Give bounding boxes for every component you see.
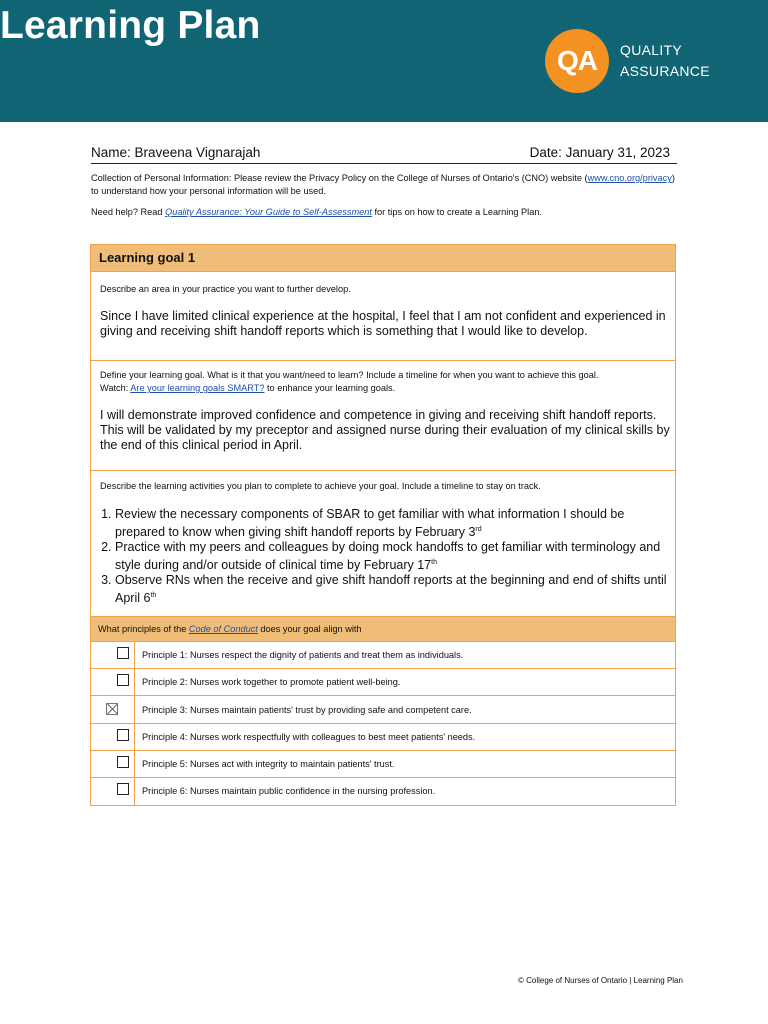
- activity-text: Observe RNs when the receive and give shift handoff reports at the beginning and end of shifts until April 6: [115, 573, 667, 606]
- help-text-after: for tips on how to create a Learning Plan.: [371, 207, 542, 217]
- qa-logo-line2: ASSURANCE: [620, 63, 710, 79]
- activity-item: [115, 573, 672, 606]
- principle-5-label: Principle 5: Nurses act with integrity to maintain patients' trust.: [142, 759, 395, 769]
- header-banner: [0, 0, 768, 122]
- principle-4-label: Principle 4: Nurses work respectfully with colleagues to best meet patients' needs.: [142, 732, 476, 742]
- principle-6-label: Principle 6: Nurses maintain public confidence in the nursing profession.: [142, 786, 436, 796]
- person-name: Name: Braveena Vignarajah: [91, 145, 261, 160]
- principle-check-cell: [91, 751, 135, 777]
- principle-check-cell: [91, 724, 135, 750]
- principle-row-2: [91, 669, 675, 696]
- area-section: [91, 272, 675, 360]
- principle-2-label: Principle 2: Nurses work together to promote patient well-being.: [142, 677, 401, 687]
- privacy-link[interactable]: www.cno.org/privacy: [587, 173, 672, 183]
- activity-item: [115, 507, 672, 540]
- activities-prompt: Describe the learning activities you plan to complete to achieve your goal. Include a timeline to stay on track.: [100, 481, 541, 491]
- name-date-row: [91, 145, 677, 164]
- principle-1-checkbox[interactable]: [117, 647, 129, 659]
- activity-text: Practice with my peers and colleagues by doing mock handoffs to get familiar with terminology and style during and/or outside of clinical time by February 17: [115, 540, 661, 573]
- principle-row-3: [91, 696, 675, 724]
- help-text-before: Need help? Read: [91, 207, 166, 217]
- learning-goal-heading: Learning goal 1: [91, 245, 675, 272]
- principle-check-cell: [91, 642, 135, 668]
- principle-row-5: [91, 751, 675, 778]
- activity-item: [115, 540, 672, 573]
- principle-6-checkbox[interactable]: [117, 783, 129, 795]
- principle-check-cell: [91, 669, 135, 695]
- principles-heading: [91, 616, 675, 642]
- area-answer[interactable]: Since I have limited clinical experience at the hospital, I feel that I am not confident and experienced in giving and receiving shift handoff reports which is something that I would like to develop.: [100, 309, 666, 338]
- principle-3-label: Principle 3: Nurses maintain patients' trust by providing safe and competent care.: [142, 705, 472, 715]
- principles-table: [91, 642, 675, 806]
- activity-suffix: th: [150, 592, 157, 600]
- define-prompt: [100, 369, 670, 395]
- area-prompt: Describe an area in your practice you want to further develop.: [100, 284, 351, 294]
- principle-check-cell: [91, 778, 135, 806]
- principle-3-checkbox[interactable]: [106, 703, 118, 715]
- smart-goals-link[interactable]: Are your learning goals SMART?: [130, 383, 265, 393]
- watch-line: [100, 382, 670, 395]
- principle-row-6: [91, 778, 675, 806]
- watch-text-after: to enhance your learning goals.: [264, 383, 396, 393]
- help-notice: [91, 206, 681, 219]
- define-answer[interactable]: I will demonstrate improved confidence and competence in giving and receiving shift handoff reports. This will be validated by my preceptor and assigned nurse during their evaluation of my clinical skills by the end of this clinical period in April.: [100, 408, 670, 452]
- define-prompt-text: Define your learning goal. What is it that you want/need to learn? Include a timeline for when you want to achieve this goal.: [100, 370, 599, 380]
- page-footer: © College of Nurses of Ontario | Learning Plan: [518, 976, 683, 985]
- principles-head-before: What principles of the: [98, 624, 189, 634]
- qa-logo-text: [620, 40, 710, 82]
- principle-row-4: [91, 724, 675, 751]
- code-of-conduct-link[interactable]: Code of Conduct: [188, 624, 258, 634]
- activities-answer[interactable]: [100, 507, 672, 606]
- page-title: Learning Plan: [0, 4, 261, 47]
- activities-section: [91, 470, 675, 616]
- principle-1-label: Principle 1: Nurses respect the dignity of patients and treat them as individuals.: [142, 650, 464, 660]
- qa-logo-mark: QA: [545, 29, 609, 93]
- privacy-text-after: ) to understand how your personal information will be used.: [91, 173, 675, 196]
- principle-2-checkbox[interactable]: [117, 674, 129, 686]
- privacy-text-before: Collection of Personal Information: Please review the Privacy Policy on the College of Nurses of Ontario's (CNO) website (: [91, 173, 588, 183]
- watch-text-before: Watch:: [100, 383, 131, 393]
- qa-logo-line1: QUALITY: [620, 42, 683, 58]
- principle-row-1: [91, 642, 675, 669]
- activity-suffix: th: [431, 559, 437, 567]
- principle-5-checkbox[interactable]: [117, 756, 129, 768]
- activities-list: [100, 507, 672, 606]
- principles-head-after: does your goal align with: [257, 624, 362, 634]
- learning-goal-box: [90, 244, 676, 806]
- define-section: [91, 360, 675, 470]
- self-assessment-guide-link[interactable]: Quality Assurance: Your Guide to Self-Assessment: [165, 207, 372, 217]
- privacy-notice: [91, 172, 681, 198]
- activity-suffix: rd: [475, 526, 482, 533]
- activity-text: Review the necessary components of SBAR to get familiar with what information I should be prepared to know when giving shift handoff reports by February 3: [115, 507, 625, 540]
- principle-check-cell: [91, 696, 135, 723]
- plan-date: Date: January 31, 2023: [529, 145, 670, 160]
- principle-4-checkbox[interactable]: [117, 729, 129, 741]
